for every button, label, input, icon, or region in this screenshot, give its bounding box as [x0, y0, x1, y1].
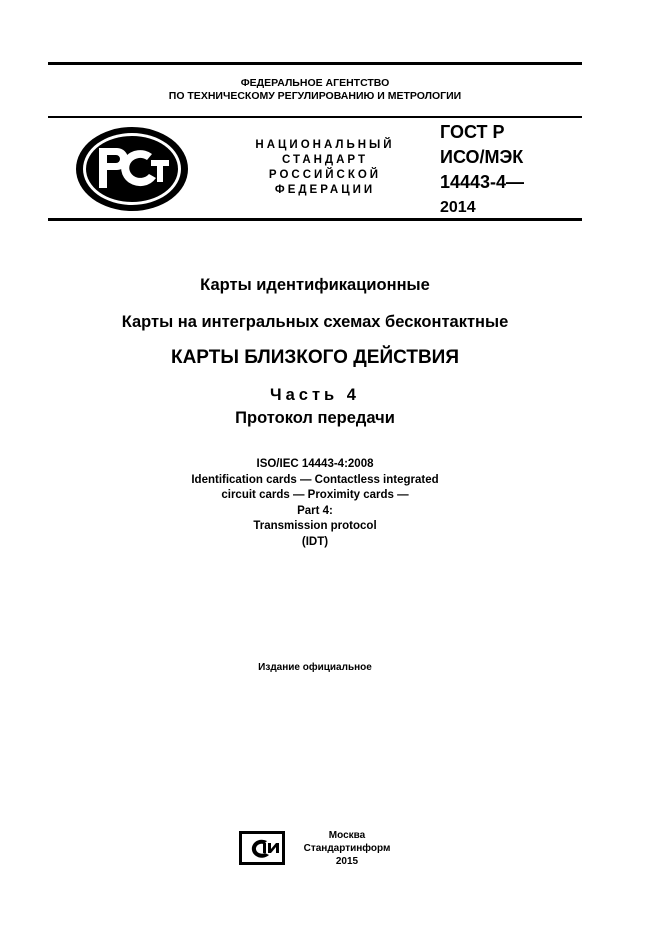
- bottom-rule: [48, 218, 582, 221]
- edition-label: Издание официальное: [258, 662, 372, 673]
- middle-rule: [48, 116, 582, 118]
- national-line-3: РОССИЙСКОЙ: [268, 169, 382, 181]
- publisher-year: 2015: [335, 856, 359, 867]
- part-label: Часть 4: [270, 386, 360, 404]
- iso-line-3: circuit cards — Proximity cards —: [221, 489, 409, 501]
- agency-line-2: ПО ТЕХНИЧЕСКОМУ РЕГУЛИРОВАНИЮ И МЕТРОЛОГИИ: [168, 90, 462, 102]
- title-line-1: Карты идентификационные: [200, 276, 430, 294]
- iso-line-1: ISO/IEC 14443-4:2008: [256, 458, 374, 470]
- national-line-2: СТАНДАРТ: [282, 154, 368, 166]
- iso-line-5: Transmission protocol: [253, 520, 377, 532]
- title-line-2: Карты на интегральных схемах бесконтактные: [121, 313, 509, 331]
- publisher-city: Москва: [328, 830, 366, 841]
- rst-gost-logo-icon: [73, 124, 191, 214]
- code-line-1: ГОСТ Р: [440, 122, 505, 142]
- publisher-block: [292, 829, 402, 868]
- agency-name: [48, 77, 582, 103]
- national-line-4: ФЕДЕРАЦИИ: [274, 184, 376, 196]
- iso-reference: [48, 457, 582, 550]
- code-line-2: ИСО/МЭК: [440, 147, 524, 167]
- iso-line-6: (IDT): [301, 535, 329, 548]
- publisher-name: Стандартинформ: [303, 843, 391, 854]
- agency-line-1: ФЕДЕРАЛЬНОЕ АГЕНТСТВО: [240, 77, 390, 89]
- code-line-3: 14443-4—: [440, 172, 525, 192]
- national-line-1: НАЦИОНАЛЬНЫЙ: [255, 139, 395, 151]
- iso-line-4: Part 4:: [297, 504, 333, 517]
- standartinform-logo-icon: [239, 831, 285, 865]
- top-rule: [48, 62, 582, 65]
- subtitle: Протокол передачи: [235, 409, 395, 427]
- title-line-3: КАРТЫ БЛИЗКОГО ДЕЙСТВИЯ: [170, 347, 459, 368]
- standard-code: [440, 120, 524, 220]
- national-standard-label: [230, 138, 420, 198]
- code-line-4: 2014: [440, 199, 476, 216]
- iso-line-2: Identification cards — Contactless integrated: [191, 473, 439, 486]
